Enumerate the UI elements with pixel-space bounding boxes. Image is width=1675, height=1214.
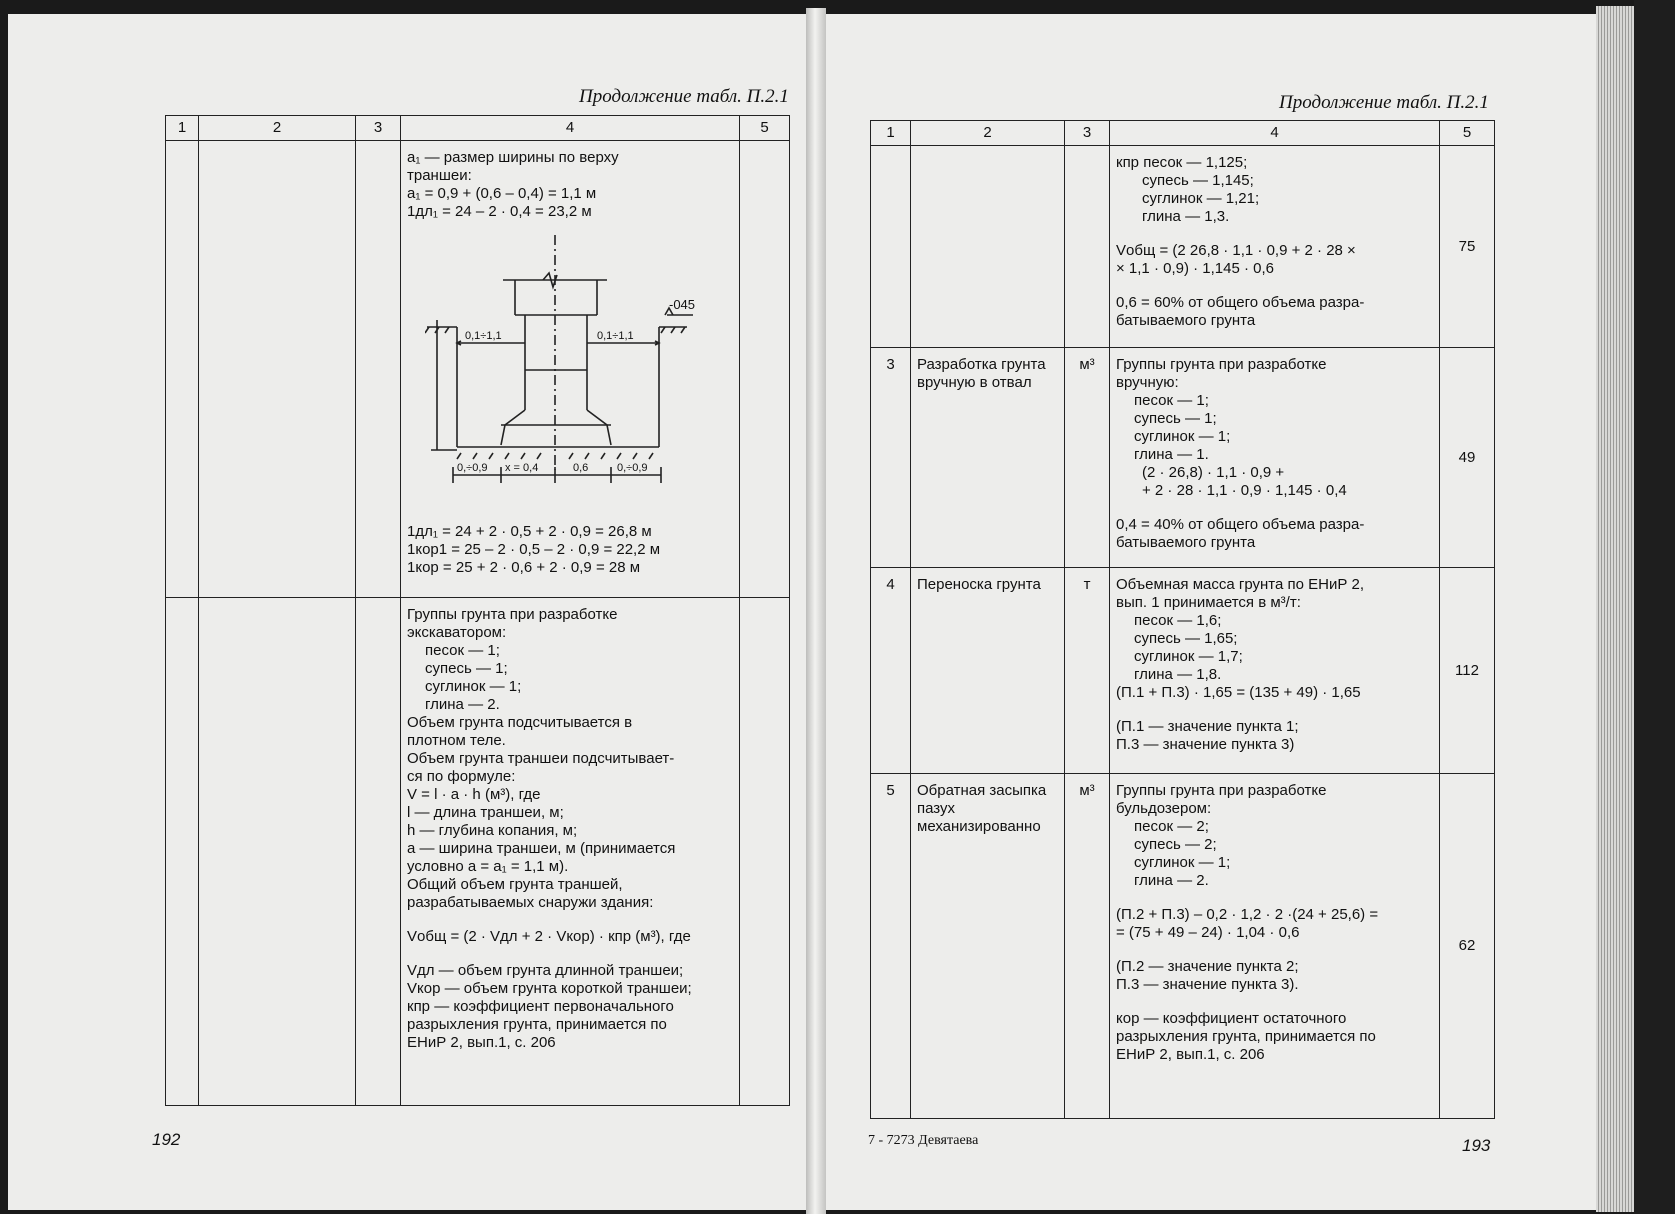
text-line: = (75 + 49 – 24) · 1,04 · 0,6	[1116, 924, 1300, 941]
text-line: 0,6 = 60% от общего объема разра-	[1116, 294, 1365, 311]
line-gap	[1116, 500, 1433, 516]
table-row	[166, 598, 790, 1106]
line-gap	[1116, 702, 1433, 718]
row-description	[1110, 146, 1440, 348]
row-unit: м³	[1065, 348, 1110, 568]
text-line: вручную:	[1116, 374, 1179, 391]
text-line: глина — 2.	[425, 696, 500, 713]
text-line: песок — 1;	[425, 642, 500, 659]
text-line: разрыхления грунта, принимается по	[407, 1016, 667, 1033]
text-line: суглинок — 1,21;	[1142, 190, 1260, 207]
header-col-3: 3	[1065, 121, 1110, 146]
left-page-number: 192	[152, 1130, 181, 1149]
text-line: (2 · 26,8) · 1,1 · 0,9 +	[1142, 464, 1285, 481]
text-line: глина — 1,3.	[1142, 208, 1230, 225]
line-gap	[1116, 890, 1433, 906]
text-line: (П.2 — значение пункта 2;	[1116, 958, 1299, 975]
text-line: экскаватором:	[407, 624, 507, 641]
page-footer-signature: 7 - 7273 Девятаева	[868, 1133, 979, 1148]
line-gap	[407, 912, 733, 928]
text-line: супесь — 1,65;	[1134, 630, 1238, 647]
text-line: Группы грунта при разработке	[1116, 782, 1327, 799]
text-line: 1кор1 = 25 – 2 · 0,5 – 2 · 0,9 = 22,2 м	[407, 541, 661, 558]
text-line: (П.2 + П.3) – 0,2 · 1,2 · 2 ·(24 + 25,6) =	[1116, 906, 1379, 923]
text-line: супесь — 1;	[425, 660, 508, 677]
page-edges	[1596, 6, 1634, 1212]
table-row	[871, 146, 1495, 348]
text-line: Vобщ = (2 · Vдл + 2 · Vкор) · кпр (м³), где	[407, 928, 691, 945]
header-col-1: 1	[871, 121, 911, 146]
row1-description	[401, 141, 740, 598]
dim-label-right: 0,1÷1,1	[597, 330, 634, 342]
line-gap	[1116, 994, 1433, 1010]
text-line: разрабатываемых снаружи здания:	[407, 894, 654, 911]
text-line: условно a = a₁ = 1,1 м).	[407, 858, 569, 875]
row-title	[911, 146, 1065, 348]
header-col-4: 4	[401, 116, 740, 141]
dim-label-bottom: x = 0,4	[505, 462, 539, 474]
row-value: 62	[1440, 774, 1495, 1119]
header-col-4: 4	[1110, 121, 1440, 146]
text-line: песок — 1;	[1134, 392, 1209, 409]
text-line: a₁ — размер ширины по верху	[407, 149, 619, 166]
text-line: П.3 — значение пункта 3).	[1116, 976, 1299, 993]
text-line: песок — 1,6;	[1134, 612, 1222, 629]
text-line: Группы грунта при разработке	[1116, 356, 1327, 373]
text-line: плотном теле.	[407, 732, 506, 749]
text-line: (П.1 + П.3) · 1,65 = (135 + 49) · 1,65	[1116, 684, 1361, 701]
text-line: 1дл₁ = 24 – 2 · 0,4 = 23,2 м	[407, 203, 592, 220]
row-description	[1110, 774, 1440, 1119]
text-line: суглинок — 1;	[1134, 854, 1231, 871]
text-line: батываемого грунта	[1116, 534, 1256, 551]
text-line: кпр песок — 1,125;	[1116, 154, 1248, 171]
text-line: Группы грунта при разработке	[407, 606, 618, 623]
dim-label-bottom: 0,÷0,9	[457, 462, 488, 474]
text-line: ся по формуле:	[407, 768, 516, 785]
line-gap	[1116, 278, 1433, 294]
dim-label-bottom: 0,6	[573, 462, 589, 474]
text-line: глина — 2.	[1134, 872, 1209, 889]
text-line: супесь — 2;	[1134, 836, 1217, 853]
text-line: суглинок — 1,7;	[1134, 648, 1243, 665]
table-row	[871, 348, 1495, 568]
text-line: батываемого грунта	[1116, 312, 1256, 329]
row-title: Разработка грунта вручную в отвал	[911, 348, 1065, 568]
text-line: + 2 · 28 · 1,1 · 0,9 · 1,145 · 0,4	[1142, 482, 1347, 499]
line-gap	[407, 946, 733, 962]
text-line: l — длина траншеи, м;	[407, 804, 564, 821]
text-line: Vкор — объем грунта короткой траншеи;	[407, 980, 692, 997]
text-line: Vобщ = (2 26,8 · 1,1 · 0,9 + 2 · 28 ×	[1116, 242, 1356, 259]
table-header-row	[166, 116, 790, 141]
row-value: 112	[1440, 568, 1495, 774]
header-col-1: 1	[166, 116, 199, 141]
right-table	[870, 120, 1495, 1119]
header-col-5: 5	[740, 116, 790, 141]
row-unit: т	[1065, 568, 1110, 774]
header-col-5: 5	[1440, 121, 1495, 146]
elevation-label: -045	[669, 297, 695, 312]
row-title: Переноска грунта	[911, 568, 1065, 774]
row-unit: м³	[1065, 774, 1110, 1119]
right-page-number: 193	[1462, 1136, 1491, 1155]
text-line: кпр — коэффициент первоначального	[407, 998, 674, 1015]
text-line: Объем грунта подсчитывается в	[407, 714, 633, 731]
line-gap	[1116, 226, 1433, 242]
table-header-row	[871, 121, 1495, 146]
text-line: вып. 1 принимается в м³/т:	[1116, 594, 1301, 611]
text-line: 1кор = 25 + 2 · 0,6 + 2 · 0,9 = 28 м	[407, 559, 641, 576]
text-line: разрыхления грунта, принимается по	[1116, 1028, 1376, 1045]
text-line: Объемная масса грунта по ЕНиР 2,	[1116, 576, 1365, 593]
left-table-caption: Продолжение табл. П.2.1	[579, 86, 789, 107]
trench-section-diagram	[425, 235, 695, 505]
text-line: бульдозером:	[1116, 800, 1212, 817]
row-number: 4	[871, 568, 911, 774]
text-line: траншеи:	[407, 167, 472, 184]
row-title: Обратная засыпка пазух механизированно	[911, 774, 1065, 1119]
text-line: глина — 1.	[1134, 446, 1209, 463]
text-line: песок — 2;	[1134, 818, 1209, 835]
header-col-2: 2	[199, 116, 356, 141]
text-line: Объем грунта траншеи подсчитывает-	[407, 750, 675, 767]
left-table	[165, 115, 790, 1106]
book-spine	[806, 8, 826, 1214]
row-number: 5	[871, 774, 911, 1119]
text-line: глина — 1,8.	[1134, 666, 1222, 683]
row-number	[871, 146, 911, 348]
row2-description	[401, 598, 740, 1106]
header-col-2: 2	[911, 121, 1065, 146]
text-line: супесь — 1,145;	[1142, 172, 1254, 189]
row-description	[1110, 348, 1440, 568]
line-gap	[1116, 942, 1433, 958]
text-line: суглинок — 1;	[425, 678, 522, 695]
text-line: V = l · a · h (м³), где	[407, 786, 541, 803]
text-line: П.3 — значение пункта 3)	[1116, 736, 1295, 753]
text-line: кор — коэффициент остаточного	[1116, 1010, 1347, 1027]
text-line: a — ширина траншеи, м (принимается	[407, 840, 676, 857]
text-line: × 1,1 · 0,9) · 1,145 · 0,6	[1116, 260, 1275, 277]
header-col-3: 3	[356, 116, 401, 141]
text-line: суглинок — 1;	[1134, 428, 1231, 445]
right-table-caption: Продолжение табл. П.2.1	[1279, 92, 1489, 113]
book-cover	[1634, 0, 1675, 1214]
text-line: ЕНиР 2, вып.1, с. 206	[1116, 1046, 1265, 1063]
table-row	[871, 774, 1495, 1119]
text-line: ЕНиР 2, вып.1, с. 206	[407, 1034, 556, 1051]
dim-label-bottom: 0,÷0,9	[617, 462, 648, 474]
row-description	[1110, 568, 1440, 774]
table-row	[166, 141, 790, 598]
text-line: 0,4 = 40% от общего объема разра-	[1116, 516, 1365, 533]
row-value: 49	[1440, 348, 1495, 568]
text-line: Vдл — объем грунта длинной траншеи;	[407, 962, 684, 979]
text-line: h — глубина копания, м;	[407, 822, 578, 839]
row-unit	[1065, 146, 1110, 348]
table-row	[871, 568, 1495, 774]
dim-label-left: 0,1÷1,1	[465, 330, 502, 342]
text-line: a₁ = 0,9 + (0,6 – 0,4) = 1,1 м	[407, 185, 597, 202]
text-line: Общий объем грунта траншей,	[407, 876, 623, 893]
text-line: супесь — 1;	[1134, 410, 1217, 427]
row-number: 3	[871, 348, 911, 568]
row-value: 75	[1440, 146, 1495, 348]
text-line: 1дл₁ = 24 + 2 · 0,5 + 2 · 0,9 = 26,8 м	[407, 523, 652, 540]
text-line: (П.1 — значение пункта 1;	[1116, 718, 1299, 735]
